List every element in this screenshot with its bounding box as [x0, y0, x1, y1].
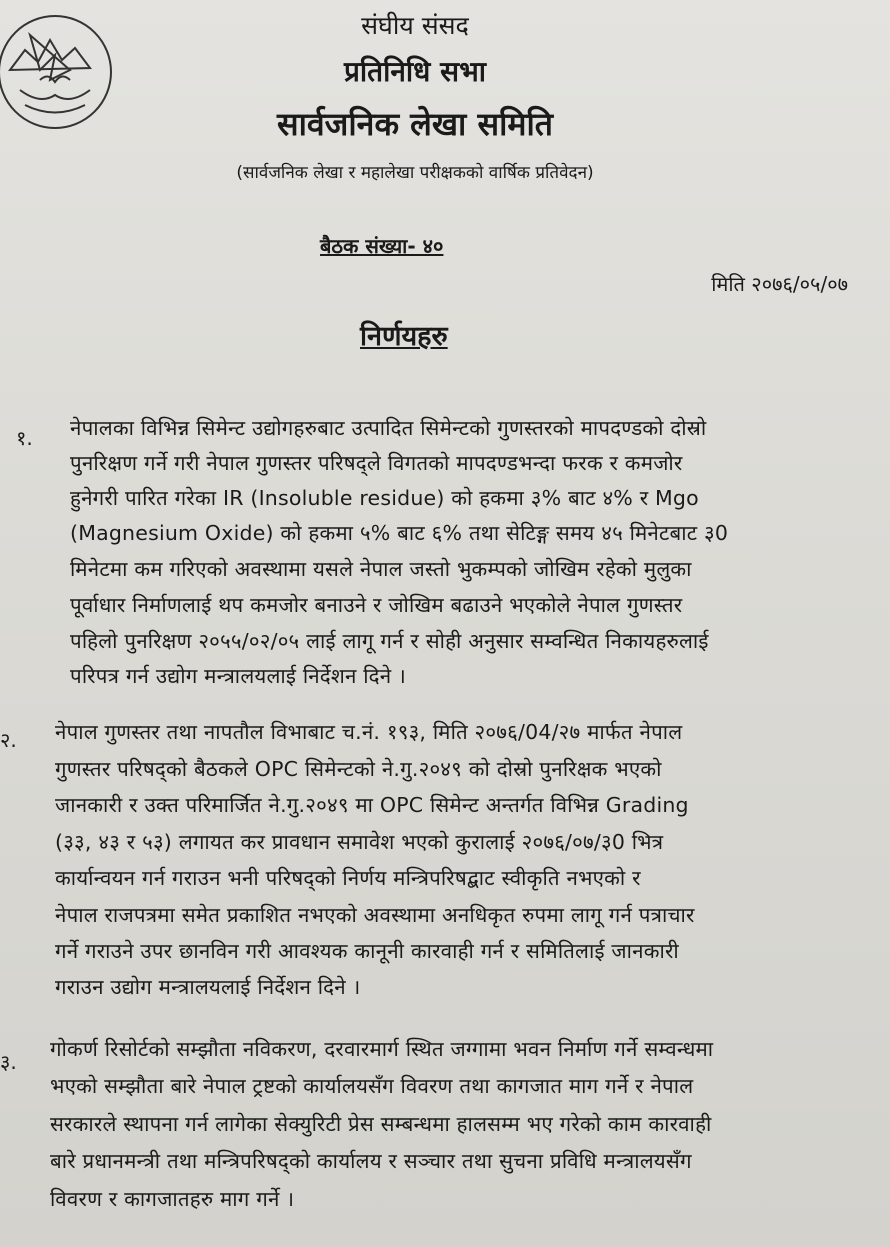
item-line: गर्ने गराउने उपर छानविन गरी आवश्यक कानूनी कारवाही गर्न र समितिलाई जानकारी [55, 939, 679, 963]
item-line: (३३, ४३ र ५३) लगायत कर प्रावधान समावेश भएको कुरालाई २०७६/०७/३0 भित्र [55, 830, 664, 854]
item-line: विवरण र कागजातहरु माग गर्ने । [50, 1187, 295, 1211]
header-parliament: संघीय संसद [361, 11, 469, 40]
decisions-title: निर्णयहरु [360, 321, 448, 352]
item-line: नेपालका विभिन्न सिमेन्ट उद्योगहरुबाट उत्पादित सिमेन्टको गुणस्तरको मापदण्डको दोस्रो [70, 416, 707, 440]
item-line: नेपाल गुणस्तर तथा नापतौल विभाबाट च.नं. १९३, मिति २०७६/04/२७ मार्फत नेपाल [55, 720, 683, 744]
item-line: पहिलो पुनरिक्षण २०५५/०२/०५ लाई लागू गर्न र सोही अनुसार सम्वन्धित निकायहरुलाई [70, 629, 709, 653]
item-line: मिनेटमा कम गरिएको अवस्थामा यसले नेपाल जस्तो भुकम्पको जोखिम रहेको मुलुका [70, 557, 692, 581]
item-line: गुणस्तर परिषद्को बैठकले OPC सिमेन्टको ने.गु.२०४९ को दोस्रो पुनरिक्षक भएको [55, 757, 662, 781]
item-line: (Magnesium Oxide) को हकमा ५% बाट ६% तथा सेटिङ्ग समय ४५ मिनेटबाट ३0 [70, 521, 729, 545]
item-line: जानकारी र उक्त परिमार्जित ने.गु.२०४९ मा OPC सिमेन्ट अन्तर्गत विभिन्न Grading [55, 793, 689, 817]
item-line: पूर्वाधार निर्माणलाई थप कमजोर बनाउने र जोखिम बढाउने भएकोले नेपाल गुणस्तर [70, 593, 683, 617]
item-line: गोकर्ण रिसोर्टको सम्झौता नविकरण, दरवारमार्ग स्थित जग्गामा भवन निर्माण गर्ने सम्वन्धमा [50, 1037, 714, 1061]
header-house: प्रतिनिधि सभा [343, 55, 487, 88]
header-subtitle: (सार्वजनिक लेखा र महालेखा परीक्षकको वार्षिक प्रतिवेदन) [236, 163, 594, 183]
meeting-number: बैठक संख्या- ४० [320, 234, 444, 258]
header-committee: सार्वजनिक लेखा समिति [276, 105, 554, 143]
item-line: भएको सम्झौता बारे नेपाल ट्रष्टको कार्यालयसँग विवरण तथा कागजात माग गर्ने र नेपाल [50, 1074, 694, 1098]
item-line: हुनेगरी पारित गरेका IR (Insoluble residue) को हकमा ३% बाट ४% र Mgo [70, 486, 699, 510]
item-line: बारे प्रधानमन्त्री तथा मन्त्रिपरिषद्को कार्यालय र सञ्चार तथा सुचना प्रविधि मन्त्रालयसँग [50, 1149, 692, 1173]
item-line: नेपाल राजपत्रमा समेत प्रकाशित नभएको अवस्थामा अनधिकृत रुपमा लागू गर्न पत्राचार [55, 903, 695, 927]
meeting-date: मिति २०७६/०५/०७ [711, 272, 848, 296]
item-number: २. [0, 728, 17, 752]
item-line: पुनरिक्षण गर्ने गरी नेपाल गुणस्तर परिषद्ले विगतको मापदण्डभन्दा फरक र कमजोर [70, 451, 683, 475]
item-line: सरकारले स्थापना गर्न लागेका सेक्युरिटी प्रेस सम्बन्धमा हालसम्म भए गरेको काम कारवाही [50, 1112, 712, 1136]
item-number: १. [16, 426, 33, 450]
item-line: गराउन उद्योग मन्त्रालयलाई निर्देशन दिने । [55, 975, 361, 999]
item-line: परिपत्र गर्न उद्योग मन्त्रालयलाई निर्देशन दिने । [70, 664, 406, 688]
item-line: कार्यान्वयन गर्न गराउन भनी परिषद्को निर्णय मन्त्रिपरिषद्बाट स्वीकृति नभएको र [55, 866, 641, 890]
item-number: ३. [0, 1050, 17, 1074]
